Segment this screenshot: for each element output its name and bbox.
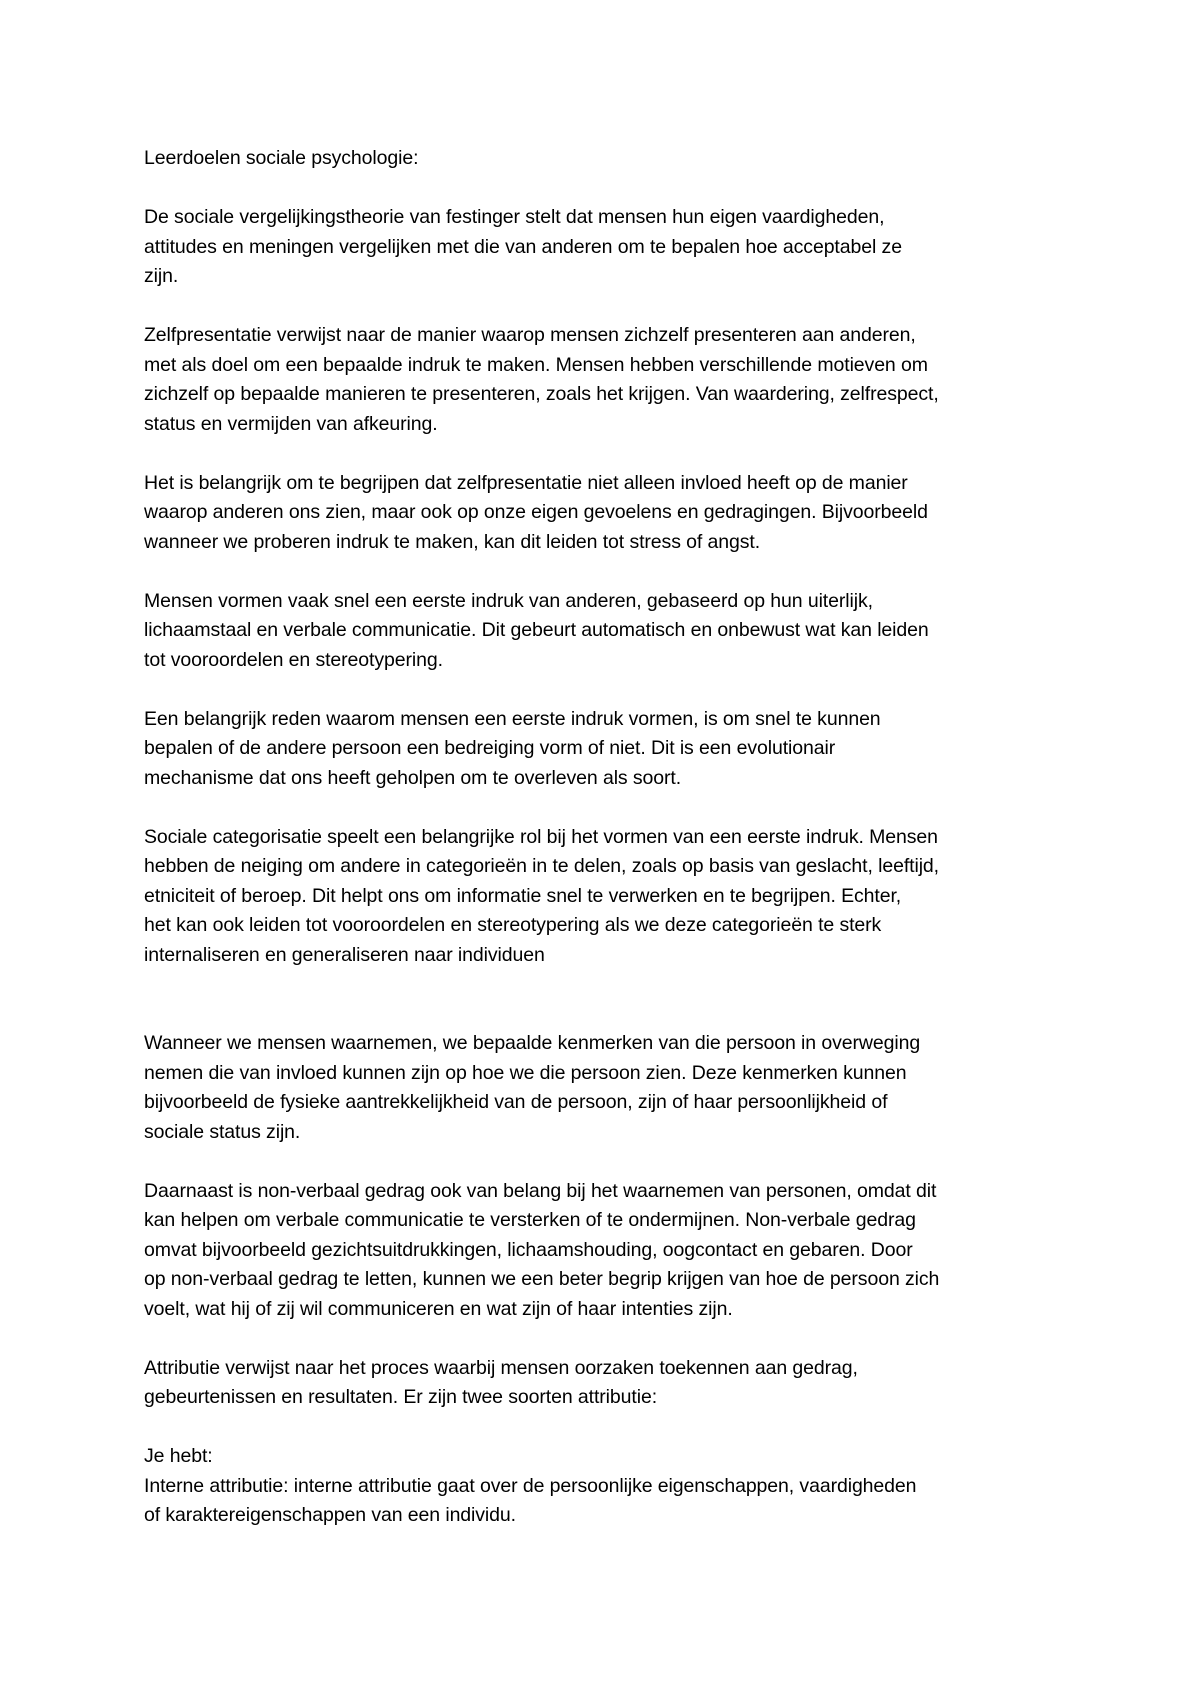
paragraph-line: Daarnaast is non-verbaal gedrag ook van belang bij het waarnemen van personen, omdat dit <box>144 1179 937 1202</box>
paragraph-line: op non-verbaal gedrag te letten, kunnen we een beter begrip krijgen van hoe de persoon zich <box>144 1268 940 1290</box>
paragraph-internal-attribution <box>144 1442 1064 1531</box>
paragraph-line: het kan ook leiden tot vooroordelen en stereotypering als we deze categorieën te sterk <box>144 914 882 936</box>
paragraph-line: bepalen of de andere persoon een bedreiging vorm of niet. Dit is een evolutionair <box>144 737 836 759</box>
paragraph-line: met als doel om een bepaalde indruk te maken. Mensen hebben verschillende motieven om <box>144 353 928 376</box>
paragraph-line: Interne attributie: interne attributie gaat over de persoonlijke eigenschappen, vaardigheden <box>144 1474 917 1497</box>
paragraph-line: sociale status zijn. <box>144 1120 301 1143</box>
paragraph-person-perception <box>144 1029 1064 1147</box>
paragraph-line: tot vooroordelen en stereotypering. <box>144 648 443 671</box>
paragraph-line: mechanisme dat ons heeft geholpen om te overleven als soort. <box>144 766 682 789</box>
paragraph-attribution <box>144 1354 1064 1413</box>
paragraph-line: attitudes en meningen vergelijken met die van anderen om te bepalen hoe acceptabel ze <box>144 235 902 258</box>
paragraph-line: Het is belangrijk om te begrijpen dat zelfpresentatie niet alleen invloed heeft op de manier <box>144 471 908 494</box>
paragraph-self-presentation <box>144 321 1064 439</box>
paragraph-line: omvat bijvoorbeeld gezichtsuitdrukkingen, lichaamshouding, oogcontact en gebaren. Door <box>144 1238 913 1261</box>
paragraph-line: internaliseren en generaliseren naar individuen <box>144 943 545 966</box>
paragraph-line: Attributie verwijst naar het proces waarbij mensen oorzaken toekennen aan gedrag, <box>144 1356 858 1379</box>
document-body <box>144 144 1064 1531</box>
paragraph-line: of karaktereigenschappen van een individu. <box>144 1504 516 1526</box>
paragraph-line: Sociale categorisatie speelt een belangrijke rol bij het vormen van een eerste indruk. Mensen <box>144 825 938 848</box>
document-title: Leerdoelen sociale psychologie: <box>144 147 419 169</box>
paragraph-social-categorization <box>144 823 1064 971</box>
paragraph-social-comparison <box>144 203 1064 292</box>
paragraph-line: gebeurtenissen en resultaten. Er zijn twee soorten attributie: <box>144 1386 658 1408</box>
paragraph-line: Wanneer we mensen waarnemen, we bepaalde kenmerken van die persoon in overweging <box>144 1032 921 1054</box>
paragraph-first-impression-reason <box>144 705 1064 794</box>
paragraph-line: Zelfpresentatie verwijst naar de manier waarop mensen zichzelf presenteren aan anderen, <box>144 324 916 346</box>
paragraph-line: Mensen vormen vaak snel een eerste indruk van anderen, gebaseerd op hun uiterlijk, <box>144 589 873 612</box>
paragraph-line: Een belangrijk reden waarom mensen een eerste indruk vormen, is om snel te kunnen <box>144 707 881 730</box>
paragraph-first-impression <box>144 587 1064 676</box>
paragraph-line: etniciteit of beroep. Dit helpt ons om informatie snel te verwerken en te begrijpen. Echter, <box>144 884 902 907</box>
paragraph-line: kan helpen om verbale communicatie te versterken of te ondermijnen. Non-verbale gedrag <box>144 1209 916 1231</box>
paragraph-line: waarop anderen ons zien, maar ook op onze eigen gevoelens en gedragingen. Bijvoorbeeld <box>144 501 928 523</box>
paragraph-nonverbal-behavior <box>144 1177 1064 1325</box>
paragraph-self-presentation-effects <box>144 469 1064 558</box>
paragraph-line: voelt, wat hij of zij wil communiceren en wat zijn of haar intenties zijn. <box>144 1297 733 1320</box>
paragraph-line: lichaamstaal en verbale communicatie. Dit gebeurt automatisch en onbewust wat kan leiden <box>144 619 929 641</box>
paragraph-line: wanneer we proberen indruk te maken, kan dit leiden tot stress of angst. <box>144 530 761 553</box>
paragraph-line: Je hebt: <box>144 1445 213 1467</box>
paragraph-line: nemen die van invloed kunnen zijn op hoe we die persoon zien. Deze kenmerken kunnen <box>144 1061 907 1084</box>
paragraph-line: De sociale vergelijkingstheorie van festinger stelt dat mensen hun eigen vaardigheden, <box>144 206 885 228</box>
paragraph-line: status en vermijden van afkeuring. <box>144 412 438 435</box>
paragraph-line: zijn. <box>144 265 179 287</box>
paragraph-line: bijvoorbeeld de fysieke aantrekkelijkheid van de persoon, zijn of haar persoonlijkheid of <box>144 1091 888 1113</box>
paragraph-line: hebben de neiging om andere in categorieën in te delen, zoals op basis van geslacht, leeftijd, <box>144 855 939 877</box>
paragraph-line: zichzelf op bepaalde manieren te presenteren, zoals het krijgen. Van waardering, zelfrespect, <box>144 383 939 405</box>
